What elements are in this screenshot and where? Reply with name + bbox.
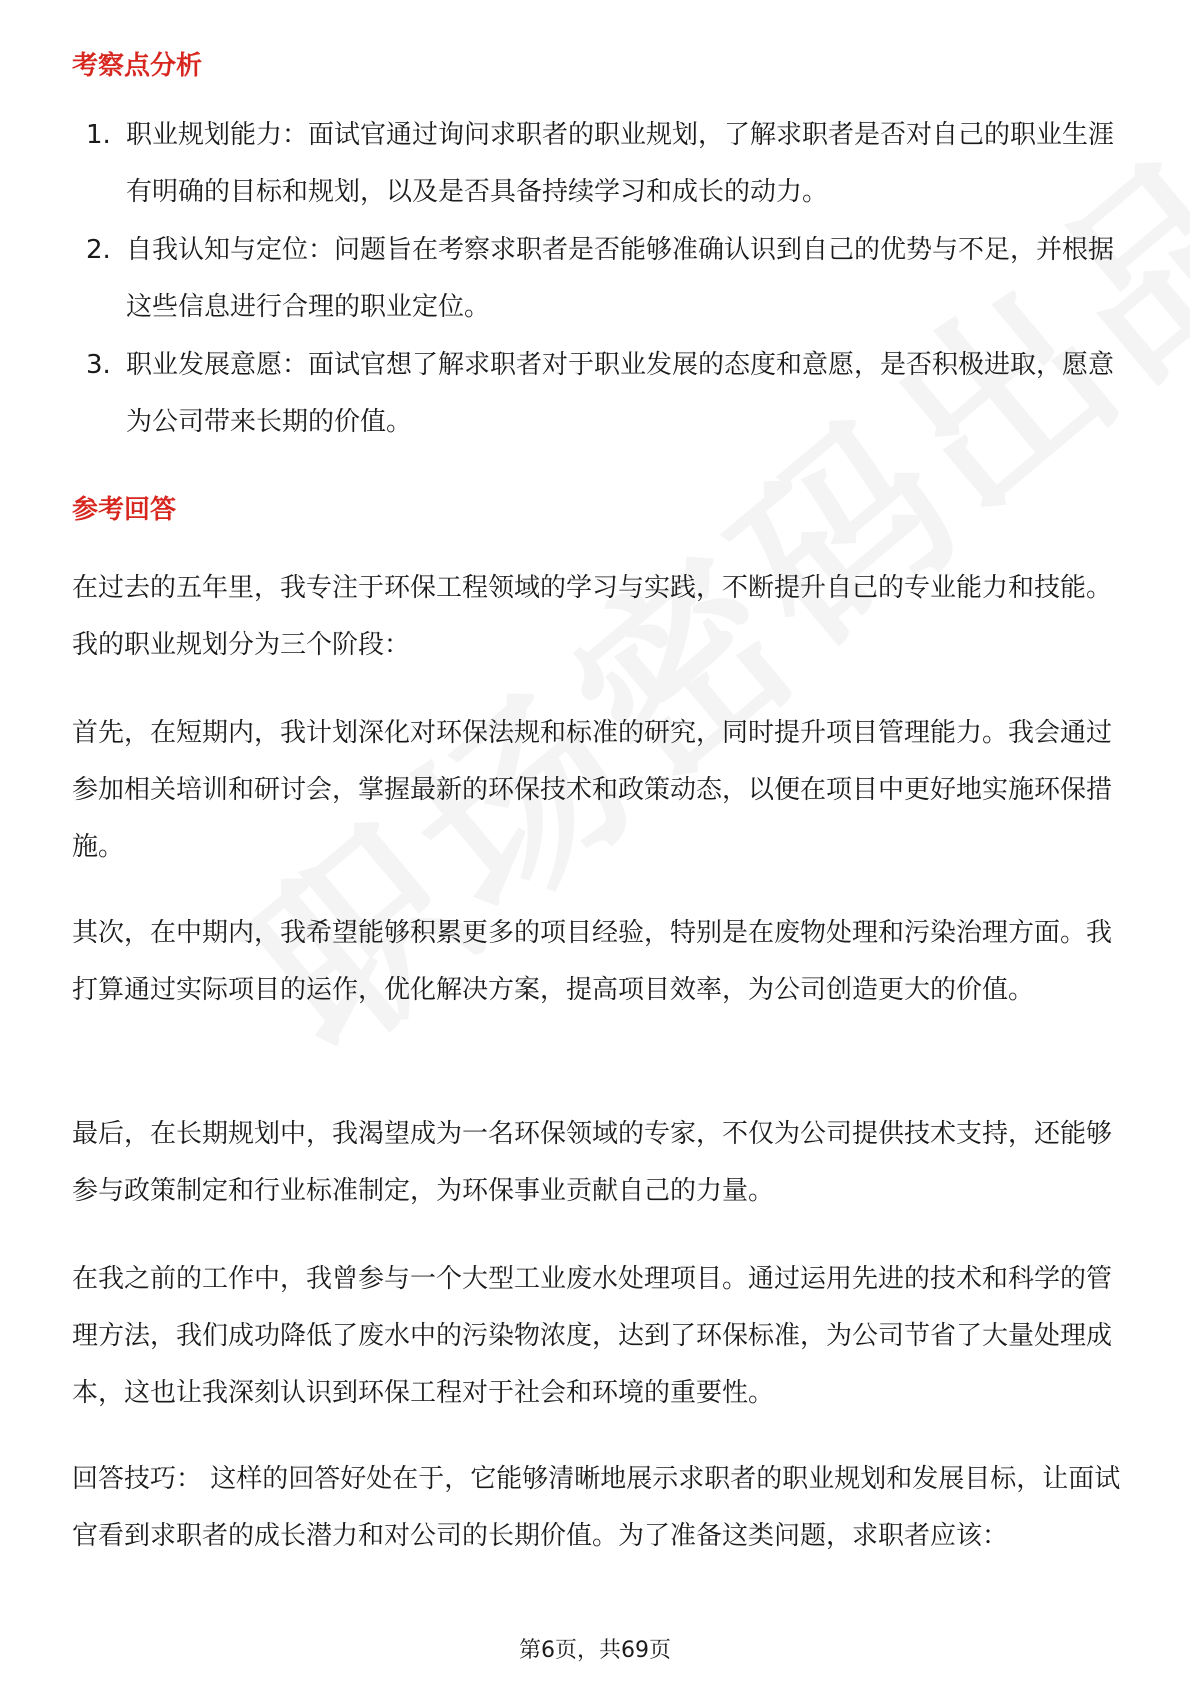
list-text: 职业规划能力：面试官通过询问求职者的职业规划，了解求职者是否对自己的职业生涯有明确的目标和规划，以及是否具备持续学习和成长的动力。 xyxy=(126,120,1115,207)
paragraph: 在过去的五年里，我专注于环保工程领域的学习与实践，不断提升自己的专业能力和技能。我的职业规划分为三个阶段： xyxy=(72,573,1113,660)
list-text: 自我认知与定位：问题旨在考察求职者是否能够准确认识到自己的优势与不足，并根据这些信息进行合理的职业定位。 xyxy=(126,235,1115,322)
paragraph: 在我之前的工作中，我曾参与一个大型工业废水处理项目。通过运用先进的技术和科学的管理方法，我们成功降低了废水中的污染物浓度，达到了环保标准，为公司节省了大量处理成本，这也让我深刻认识到环保工程对于社会和环境的重要性。 xyxy=(72,1264,1113,1408)
list-item xyxy=(72,107,1122,221)
analysis-list xyxy=(72,107,1122,452)
paragraph: 首先，在短期内，我计划深化对环保法规和标准的研究，同时提升项目管理能力。我会通过参加相关培训和研讨会，掌握最新的环保技术和政策动态，以便在项目中更好地实施环保措施。 xyxy=(72,718,1113,862)
list-number: 2. xyxy=(86,235,111,265)
page-number: 第6页，共69页 xyxy=(519,1638,671,1663)
list-text: 职业发展意愿：面试官想了解求职者对于职业发展的态度和意愿，是否积极进取，愿意为公司带来长期的价值。 xyxy=(126,350,1115,437)
list-number: 1. xyxy=(86,120,111,150)
paragraph: 回答技巧： 这样的回答好处在于，它能够清晰地展示求职者的职业规划和发展目标，让面试官看到求职者的成长潜力和对公司的长期价值。为了准备这类问题，求职者应该： xyxy=(72,1464,1121,1551)
list-item xyxy=(72,337,1122,451)
paragraph: 最后，在长期规划中，我渴望成为一名环保领域的专家，不仅为公司提供技术支持，还能够参与政策制定和行业标准制定，为环保事业贡献自己的力量。 xyxy=(72,1119,1113,1206)
section-title-answer: 参考回答 xyxy=(72,495,177,525)
paragraph: 其次，在中期内，我希望能够积累更多的项目经验，特别是在废物处理和污染治理方面。我打算通过实际项目的运作，优化解决方案，提高项目效率，为公司创造更大的价值。 xyxy=(72,918,1113,1005)
list-item xyxy=(72,222,1122,336)
section-title-analysis: 考察点分析 xyxy=(72,51,203,81)
list-number: 3. xyxy=(86,350,111,380)
